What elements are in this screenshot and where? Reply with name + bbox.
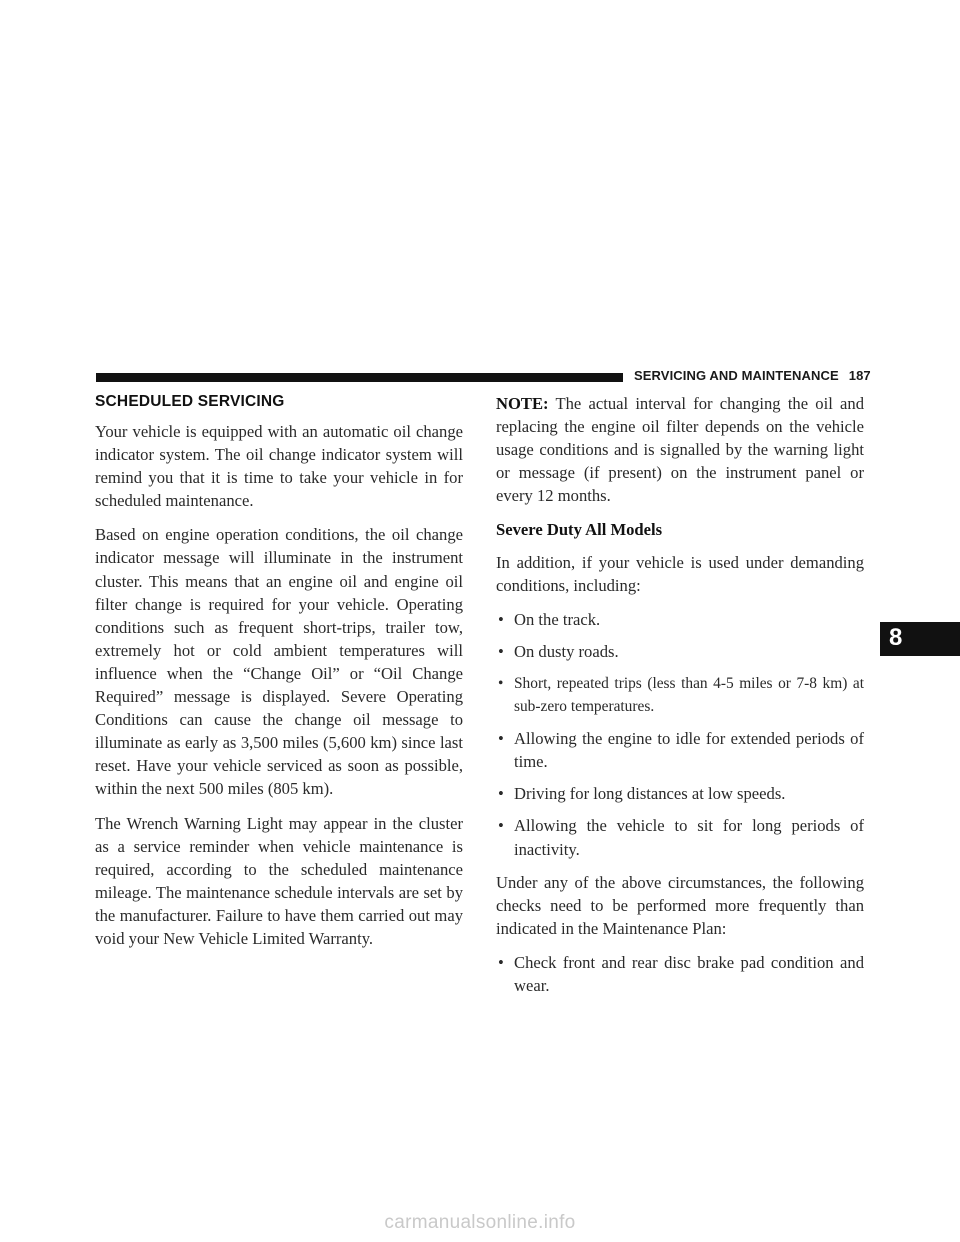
list-item: • Check front and rear disc brake pad condition and wear. — [498, 952, 864, 995]
paragraph: Based on engine operation conditions, the oil change indicator message will illuminate in the instrument cluster. This means that an engine oil and engine oil filter change is required for your vehicle. Operating conditions such as frequent short-trips, trailer tow, extremely hot or cold ambient temperatures will influence when the “Change Oil” or “Oil Change Required” message is displayed. Severe Operating Conditions can cause the change oil message to illuminate as early as 3,500 miles (5,600 km) since last reset. Have your vehicle serviced as soon as possible, within the next 500 miles (805 km). — [95, 525, 463, 799]
chapter-tab — [880, 622, 960, 656]
list-item: • Short, repeated trips (less than 4-5 miles or 7-8 km) at sub-zero temperatures. — [496, 672, 864, 718]
chapter-number: 8 — [889, 624, 903, 651]
paragraph: The Wrench Warning Light may appear in the cluster as a service reminder when vehicle maintenance is required, according to the scheduled maintenance mileage. The maintenance schedule intervals are set by the manufacturer. Failure to have them carried out may void your New Vehicle Limited Warranty. — [95, 813, 463, 948]
bullet-icon: • — [498, 729, 504, 749]
running-header — [634, 368, 871, 383]
list-item: • On dusty roads. — [496, 640, 864, 663]
paragraph: Your vehicle is equipped with an automatic oil change indicator system. The oil change indicator system will remind you that it is time to take your vehicle in for scheduled maintenance. — [95, 422, 463, 511]
subheading: Severe Duty All Models — [496, 520, 663, 540]
list-item: • Allowing the vehicle to sit for long periods of inactivity. — [498, 816, 864, 859]
right-column — [496, 392, 864, 1007]
condition-list — [496, 608, 864, 861]
bullet-icon: • — [498, 609, 504, 629]
paragraph: In addition, if your vehicle is used under demanding conditions, including: — [496, 552, 864, 595]
page-number: 187 — [848, 368, 871, 383]
bullet-icon: • — [498, 816, 504, 836]
header-rule — [96, 373, 623, 382]
bullet-icon: • — [498, 674, 504, 692]
watermark: carmanualsonline.info — [384, 1212, 576, 1233]
note — [496, 392, 864, 507]
list-item: • On the track. — [496, 608, 864, 631]
note-text: The actual interval for changing the oil and replacing the engine oil filter depends on the vehicle usage conditions and is signalled by the warning light or message (if present) on the instrument panel or every 12 months. — [496, 394, 864, 506]
section-title: SCHEDULED SERVICING — [95, 393, 285, 410]
note-label: NOTE: — [496, 394, 549, 413]
bullet-icon: • — [498, 952, 504, 972]
bullet-icon: • — [498, 641, 504, 661]
list-item: • Allowing the engine to idle for extended periods of time. — [498, 729, 864, 772]
check-list — [496, 951, 864, 997]
list-item: • Driving for long distances at low speeds. — [496, 782, 864, 805]
paragraph: Under any of the above circumstances, the following checks need to be performed more frequently than indicated in the Maintenance Plan: — [496, 872, 864, 938]
section-name: SERVICING AND MAINTENANCE — [634, 368, 839, 383]
left-column — [95, 392, 463, 961]
bullet-icon: • — [498, 784, 504, 804]
